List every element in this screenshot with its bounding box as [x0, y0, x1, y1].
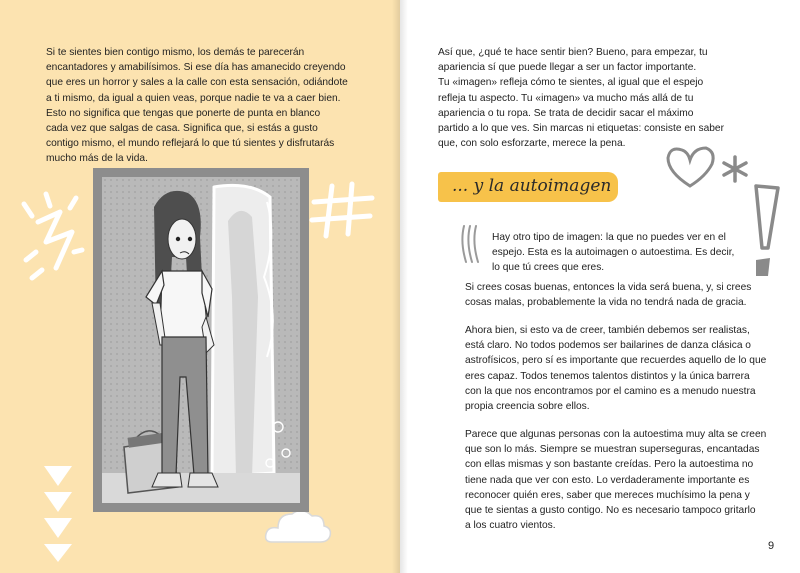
text-line: astrofísicos, pero sí es importante que recuerdes aquello de lo que	[465, 355, 767, 367]
triangles-doodle	[40, 462, 76, 562]
heart-doodle	[662, 142, 718, 192]
text-line: partido a lo que ves. Sin marcas ni etiquetas: consiste en saber	[438, 123, 724, 135]
text-line: espejo. Esta es la autoimagen o autoestima. Es decir,	[492, 247, 735, 259]
text-line: reconocer quién eres, saber que mereces muchísimo la pena y	[465, 489, 750, 501]
text-line: que, con solo esforzarte, merece la pena.	[438, 138, 626, 150]
text-line: Hay otro tipo de imagen: la que no puedes ver en el	[492, 232, 726, 243]
text-line: encantadores y amabilísimos. Si ese día has amanecido creyendo	[46, 62, 346, 74]
left-paragraph	[46, 45, 348, 167]
text-line: contigo mismo, el mundo reflejará lo que tú sientes y disfrutarás	[46, 138, 335, 150]
text-line: está claro. No todos podemos ser bailarines de danza clásica o	[465, 340, 751, 352]
text-line: refleja tu aspecto. Tu «imagen» va mucho más allá de tu	[438, 92, 694, 104]
page-number: 9	[768, 540, 775, 552]
text-line: con ellas mismas y son bastante creídas. Pero la autoestima no	[465, 459, 754, 471]
text-line: a los cuatro vientos.	[465, 520, 556, 532]
text-line: que eres un horror y sales a la calle con esta sensación, odiándote	[46, 77, 348, 89]
text-line: a ti mismo, da igual a quien veas, porque nadie te va a caer bien.	[46, 92, 341, 104]
text-line: cosas malas, probablemente la vida no tendrá nada de gracia.	[465, 297, 747, 309]
quote-mark-doodle	[458, 222, 486, 266]
page-gutter	[392, 0, 408, 573]
lightning-doodle	[20, 190, 95, 290]
text-line: mucho más de la vida.	[46, 153, 148, 165]
text-line: que te sientas a gusto contigo. No es necesario tampoco gritarlo	[465, 505, 756, 517]
illustration-drawing	[102, 177, 300, 503]
text-line: tiene nada que ver con esto. Lo verdaderamente importante es	[465, 474, 750, 486]
text-line: con la que nos encontramos por el camino es a menudo nuestra	[465, 385, 756, 397]
p2-paragraph	[465, 280, 751, 310]
text-line: Ahora bien, si esto va de creer, también debemos ser realistas,	[465, 325, 750, 336]
intro-paragraph	[438, 45, 724, 151]
exclamation-doodle	[742, 182, 786, 282]
hash-doodle	[308, 180, 378, 240]
p1-paragraph	[492, 230, 734, 276]
text-line: lo que tú crees que eres.	[492, 262, 605, 274]
p4-paragraph	[465, 427, 766, 533]
girl-mirror-illustration	[93, 168, 309, 512]
text-line: eres capaz. Todos tenemos talentos distintos y la única barrera	[465, 370, 750, 382]
text-line: propia creencia sobre ellos.	[465, 401, 590, 413]
text-line: que son lo más. Siempre se muestran superseguras, encantadas	[465, 444, 760, 456]
text-line: Esto no significa que tengas que ponerte de punta en blanco	[46, 107, 321, 119]
text-line: Si crees cosas buenas, entonces la vida será buena, y, si crees	[465, 282, 752, 293]
text-line: Tu «imagen» refleja cómo te sientes, al igual que el espejo	[438, 77, 704, 89]
p3-paragraph	[465, 323, 766, 414]
text-line: Así que, ¿qué te hace sentir bien? Bueno, para empezar, tu	[438, 47, 708, 58]
text-line: Parece que algunas personas con la autoestima muy alta se creen	[465, 429, 767, 440]
text-line: cada vez que salgas de casa. Significa que, si estás a gusto	[46, 123, 318, 135]
illustration-inner	[102, 177, 300, 503]
text-line: apariencia o tu ropa. Se trata de decidir sacar el máximo	[438, 107, 694, 119]
section-heading-banner	[438, 172, 618, 202]
text-line: apariencia sí que puede llegar a ser un factor importante.	[438, 62, 697, 74]
text-line: Si te sientes bien contigo mismo, los demás te parecerán	[46, 47, 305, 58]
section-heading: ... y la autoimagen	[452, 176, 612, 196]
star-doodle	[720, 154, 750, 184]
